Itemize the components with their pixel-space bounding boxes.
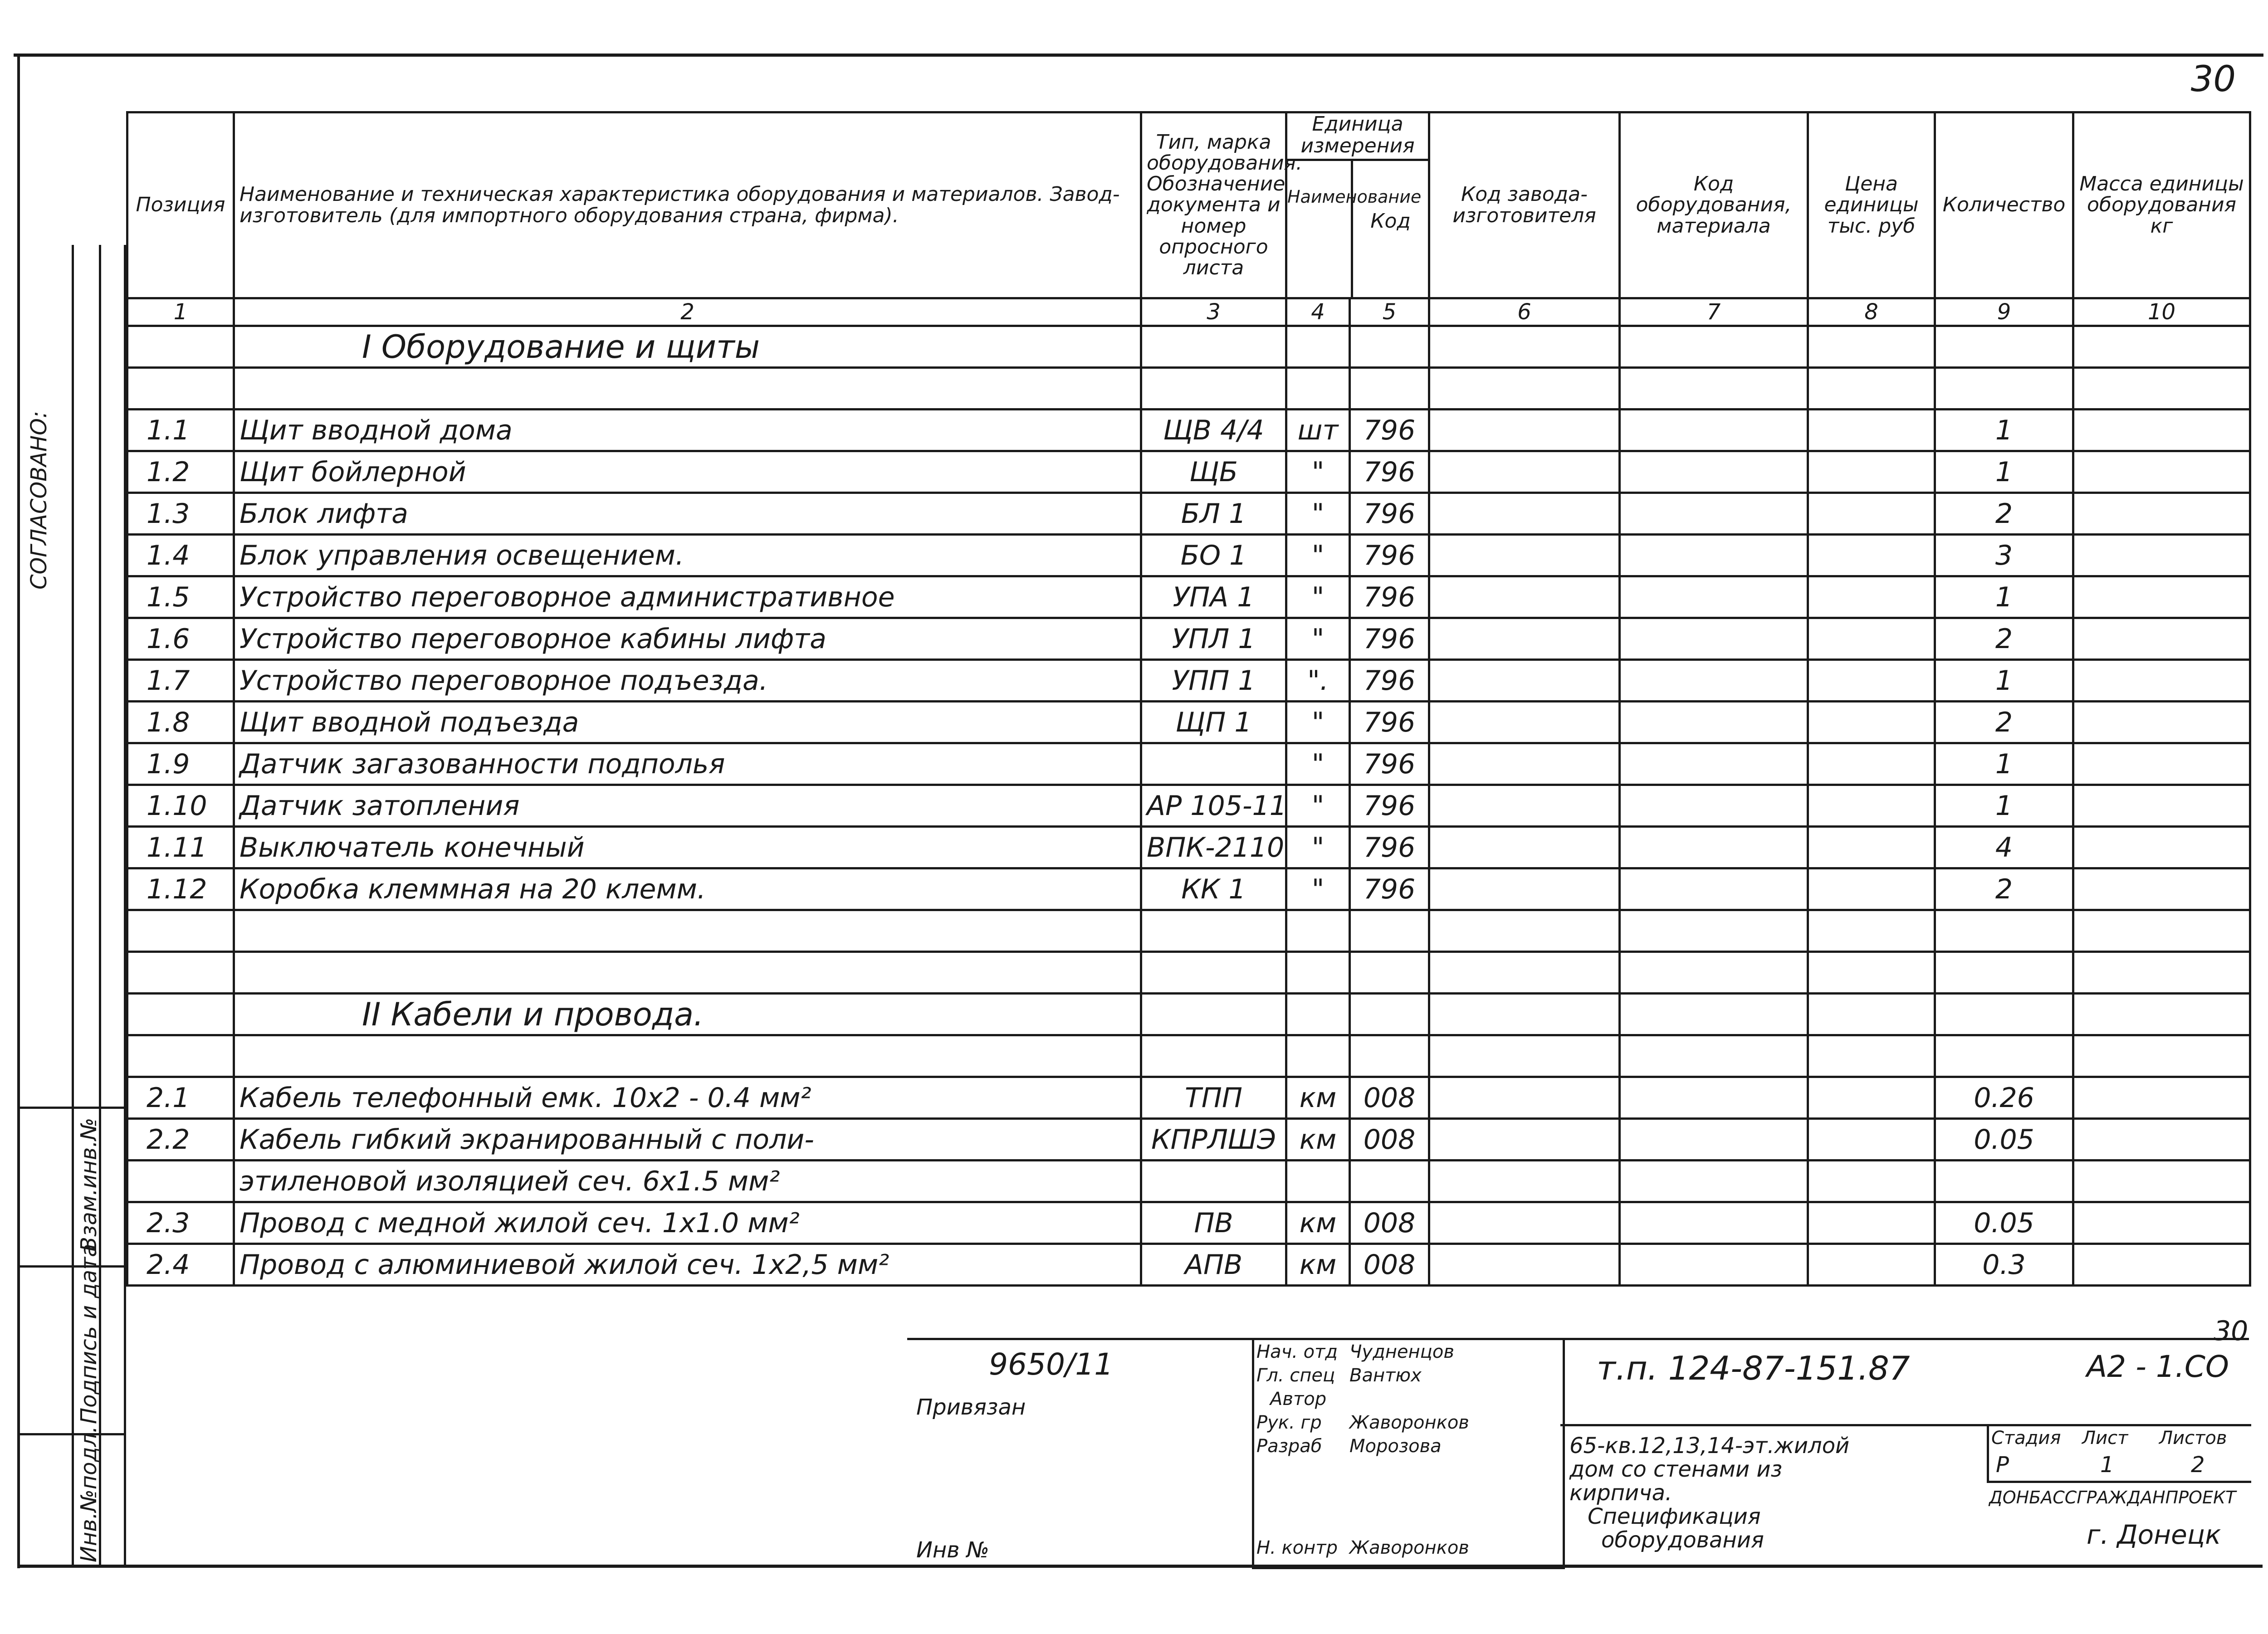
row-name: Кабель телефонный емк. 10х2 - 0.4 мм² xyxy=(234,1077,1141,1119)
row-unit xyxy=(1286,1161,1350,1202)
table-row xyxy=(127,1119,2250,1161)
row-equipment-code xyxy=(1620,618,1808,660)
row-position: 1.8 xyxy=(127,702,234,743)
column-number-row xyxy=(127,298,2250,326)
row-unit: " xyxy=(1286,535,1350,576)
row-price xyxy=(1808,410,1935,451)
row-equipment-code xyxy=(1620,410,1808,451)
row-name: Блок управления освещением. xyxy=(234,535,1141,576)
doc-number: 9650/11 xyxy=(989,1347,1114,1382)
empty-row xyxy=(127,1035,2250,1077)
row-equipment-code xyxy=(1620,827,1808,868)
row-price xyxy=(1808,618,1935,660)
row-unit: шт xyxy=(1286,410,1350,451)
row-name: Щит вводной дома xyxy=(234,410,1141,451)
row-unit: " xyxy=(1286,493,1350,535)
empty-row xyxy=(127,952,2250,994)
organization-city: г. Донецк xyxy=(2087,1519,2221,1550)
row-name: Провод с медной жилой сеч. 1х1.0 мм² xyxy=(234,1202,1141,1244)
row-type: БО 1 xyxy=(1141,535,1286,576)
row-type: ЩП 1 xyxy=(1141,702,1286,743)
row-position: 1.4 xyxy=(127,535,234,576)
row-unit-code: 796 xyxy=(1350,785,1429,827)
row-equipment-code xyxy=(1620,1077,1808,1119)
row-equipment-code xyxy=(1620,535,1808,576)
column-number: 3 xyxy=(1141,298,1286,326)
row-unit-code: 796 xyxy=(1350,535,1429,576)
inv-original-label: Инв.№подл. xyxy=(76,1426,102,1562)
row-position: 2.3 xyxy=(127,1202,234,1244)
column-number: 1 xyxy=(127,298,234,326)
side-strip xyxy=(17,245,126,1567)
row-position: 1.5 xyxy=(127,576,234,618)
row-qty: 0.3 xyxy=(1935,1244,2073,1286)
row-equipment-code xyxy=(1620,493,1808,535)
row-unit: км xyxy=(1286,1077,1350,1119)
table-row xyxy=(127,868,2250,910)
table-row xyxy=(127,660,2250,702)
row-factory-code xyxy=(1429,618,1620,660)
row-name: Устройство переговорное кабины лифта xyxy=(234,618,1141,660)
approved-label: СОГЛАСОВАНО: xyxy=(26,410,52,590)
row-unit: км xyxy=(1286,1244,1350,1286)
row-mass xyxy=(2073,576,2250,618)
sheet-code: А2 - 1.СО xyxy=(2087,1349,2229,1384)
row-qty: 2 xyxy=(1935,702,2073,743)
table-row xyxy=(127,576,2250,618)
row-position: 1.6 xyxy=(127,618,234,660)
description-line: кирпича. xyxy=(1569,1480,1672,1506)
header-unit-title: Единица измерения xyxy=(1287,113,1428,161)
row-equipment-code xyxy=(1620,868,1808,910)
row-unit-code: 796 xyxy=(1350,493,1429,535)
row-factory-code xyxy=(1429,785,1620,827)
row-price xyxy=(1808,1244,1935,1286)
row-unit-code: 008 xyxy=(1350,1202,1429,1244)
row-equipment-code xyxy=(1620,576,1808,618)
row-name: Провод с алюминиевой жилой сеч. 1х2,5 мм² xyxy=(234,1244,1141,1286)
row-qty xyxy=(1935,1161,2073,1202)
row-unit-code: 008 xyxy=(1350,1077,1429,1119)
row-type: КПРЛШЭ xyxy=(1141,1119,1286,1161)
row-unit-code: 796 xyxy=(1350,868,1429,910)
empty-row xyxy=(127,368,2250,410)
replace-inv-label: Взам.инв.№ xyxy=(76,1117,102,1252)
row-equipment-code xyxy=(1620,702,1808,743)
row-unit-code: 796 xyxy=(1350,410,1429,451)
row-type: КК 1 xyxy=(1141,868,1286,910)
row-name: Коробка клеммная на 20 клемм. xyxy=(234,868,1141,910)
row-name: Датчик загазованности подполья xyxy=(234,743,1141,785)
row-unit-code: 796 xyxy=(1350,702,1429,743)
role-label: Разраб xyxy=(1256,1436,1322,1457)
header-factory-code: Код завода-изготовителя xyxy=(1429,112,1620,298)
table-row xyxy=(127,1077,2250,1119)
row-name: этиленовой изоляцией сеч. 6х1.5 мм² xyxy=(234,1161,1141,1202)
row-name: Щит вводной подъезда xyxy=(234,702,1141,743)
project-code: т.п. 124-87-151.87 xyxy=(1597,1349,1910,1387)
row-price xyxy=(1808,785,1935,827)
header-unit-name: Наименование xyxy=(1287,161,1353,297)
stage-value: Р xyxy=(1996,1452,2009,1478)
row-factory-code xyxy=(1429,1077,1620,1119)
row-qty: 1 xyxy=(1935,743,2073,785)
row-unit: " xyxy=(1286,702,1350,743)
row-type: ПВ xyxy=(1141,1202,1286,1244)
table-row xyxy=(127,785,2250,827)
row-mass xyxy=(2073,1202,2250,1244)
row-unit: " xyxy=(1286,868,1350,910)
column-number: 9 xyxy=(1935,298,2073,326)
header-position: Позиция xyxy=(127,112,234,298)
row-unit: " xyxy=(1286,576,1350,618)
sign-date-label: Подпись и дата xyxy=(76,1244,102,1424)
row-factory-code xyxy=(1429,1244,1620,1286)
row-qty: 1 xyxy=(1935,451,2073,493)
row-position: 2.2 xyxy=(127,1119,234,1161)
row-position: 1.1 xyxy=(127,410,234,451)
row-name: Устройство переговорное подъезда. xyxy=(234,660,1141,702)
section-2-rows xyxy=(127,1077,2250,1286)
description-line: Спецификация xyxy=(1588,1504,1761,1529)
row-price xyxy=(1808,451,1935,493)
row-name: Выключатель конечный xyxy=(234,827,1141,868)
row-type xyxy=(1141,743,1286,785)
row-qty: 0.05 xyxy=(1935,1202,2073,1244)
row-factory-code xyxy=(1429,576,1620,618)
inv-number-label: Инв № xyxy=(916,1537,989,1563)
row-name: Устройство переговорное административное xyxy=(234,576,1141,618)
row-equipment-code xyxy=(1620,660,1808,702)
row-mass xyxy=(2073,785,2250,827)
row-unit: км xyxy=(1286,1202,1350,1244)
header-name: Наименование и техническая характеристика оборудования и материалов. Завод-изготовитель (для импортного оборудования страна, фирма). xyxy=(234,112,1141,298)
row-mass xyxy=(2073,868,2250,910)
row-unit-code: 008 xyxy=(1350,1244,1429,1286)
table-row xyxy=(127,493,2250,535)
header-mass: Масса единицы оборудования кг xyxy=(2073,112,2250,298)
row-equipment-code xyxy=(1620,1244,1808,1286)
frame-top-line xyxy=(14,54,2263,57)
row-type xyxy=(1141,1161,1286,1202)
row-name: Датчик затопления xyxy=(234,785,1141,827)
tied-label: Привязан xyxy=(916,1395,1026,1420)
empty-row xyxy=(127,910,2250,952)
row-position: 1.10 xyxy=(127,785,234,827)
row-factory-code xyxy=(1429,743,1620,785)
row-price xyxy=(1808,743,1935,785)
row-factory-code xyxy=(1429,493,1620,535)
column-number: 10 xyxy=(2073,298,2250,326)
row-type: АР 105-11 xyxy=(1141,785,1286,827)
section-row xyxy=(127,326,2250,368)
row-mass xyxy=(2073,451,2250,493)
row-price xyxy=(1808,535,1935,576)
header-row xyxy=(127,112,2250,298)
section-row xyxy=(127,994,2250,1035)
row-qty: 1 xyxy=(1935,576,2073,618)
row-mass xyxy=(2073,535,2250,576)
row-position: 1.12 xyxy=(127,868,234,910)
sheets-value: 2 xyxy=(2191,1452,2205,1478)
row-factory-code xyxy=(1429,1119,1620,1161)
row-factory-code xyxy=(1429,1202,1620,1244)
title-block xyxy=(907,1315,2249,1565)
header-unit-group xyxy=(1286,112,1429,298)
row-equipment-code xyxy=(1620,451,1808,493)
row-mass xyxy=(2073,1077,2250,1119)
row-type: УПА 1 xyxy=(1141,576,1286,618)
table-row xyxy=(127,1244,2250,1286)
role-label: Рук. гр xyxy=(1256,1412,1322,1433)
column-number: 7 xyxy=(1620,298,1808,326)
row-equipment-code xyxy=(1620,1202,1808,1244)
row-qty: 2 xyxy=(1935,493,2073,535)
row-price xyxy=(1808,702,1935,743)
page-number: 30 xyxy=(2190,59,2236,100)
row-factory-code xyxy=(1429,868,1620,910)
row-mass xyxy=(2073,743,2250,785)
row-position: 1.2 xyxy=(127,451,234,493)
table-row xyxy=(127,827,2250,868)
row-mass xyxy=(2073,493,2250,535)
row-unit-code: 796 xyxy=(1350,827,1429,868)
row-price xyxy=(1808,1119,1935,1161)
description-line: дом со стенами из xyxy=(1569,1457,1783,1482)
row-name: Блок лифта xyxy=(234,493,1141,535)
table-row xyxy=(127,1161,2250,1202)
specification-table xyxy=(126,111,2251,1287)
row-mass xyxy=(2073,1161,2250,1202)
row-mass xyxy=(2073,827,2250,868)
row-equipment-code xyxy=(1620,1161,1808,1202)
row-unit: " xyxy=(1286,785,1350,827)
row-factory-code xyxy=(1429,451,1620,493)
header-unit-subcols xyxy=(1287,161,1428,297)
role-name: Вантюх xyxy=(1349,1365,1422,1386)
row-mass xyxy=(2073,702,2250,743)
description-line: оборудования xyxy=(1601,1527,1764,1553)
table-row xyxy=(127,451,2250,493)
strip-separator xyxy=(17,1433,126,1435)
header-type: Тип, марка оборудования. Обозначение документа и номер опросного листа xyxy=(1141,112,1286,298)
row-qty: 1 xyxy=(1935,785,2073,827)
section-title: I Оборудование и щиты xyxy=(234,326,1141,368)
strip-separator xyxy=(17,1265,126,1268)
column-number: 2 xyxy=(234,298,1141,326)
row-type: АПВ xyxy=(1141,1244,1286,1286)
role-label: Автор xyxy=(1270,1389,1327,1410)
description-line: 65-кв.12,13,14-эт.жилой xyxy=(1569,1433,1850,1458)
row-position: 1.11 xyxy=(127,827,234,868)
table-row xyxy=(127,702,2250,743)
row-type: ЩБ xyxy=(1141,451,1286,493)
row-price xyxy=(1808,493,1935,535)
role-name: Морозова xyxy=(1349,1436,1442,1457)
row-type: УПП 1 xyxy=(1141,660,1286,702)
role-label: Нач. отд xyxy=(1256,1341,1338,1362)
row-equipment-code xyxy=(1620,785,1808,827)
row-position: 2.4 xyxy=(127,1244,234,1286)
row-mass xyxy=(2073,1244,2250,1286)
row-qty: 4 xyxy=(1935,827,2073,868)
header-unit-code: Код xyxy=(1370,210,1411,233)
row-unit: " xyxy=(1286,618,1350,660)
row-mass xyxy=(2073,1119,2250,1161)
table-row xyxy=(127,535,2250,576)
role-name: Жаворонков xyxy=(1349,1537,1469,1558)
row-qty: 2 xyxy=(1935,868,2073,910)
row-unit: ". xyxy=(1286,660,1350,702)
row-position: 2.1 xyxy=(127,1077,234,1119)
row-qty: 0.05 xyxy=(1935,1119,2073,1161)
role-label: Н. контр xyxy=(1256,1537,1338,1558)
row-type: ЩВ 4/4 xyxy=(1141,410,1286,451)
row-qty: 3 xyxy=(1935,535,2073,576)
section-title: II Кабели и провода. xyxy=(234,994,1141,1035)
row-type: ВПК-2110 xyxy=(1141,827,1286,868)
row-unit: " xyxy=(1286,743,1350,785)
row-type: УПЛ 1 xyxy=(1141,618,1286,660)
row-unit-code: 796 xyxy=(1350,618,1429,660)
organization-name: ДОНБАССГРАЖДАНПРОЕКТ xyxy=(1989,1488,2236,1507)
row-position xyxy=(127,1161,234,1202)
row-price xyxy=(1808,576,1935,618)
row-factory-code xyxy=(1429,535,1620,576)
role-label: Гл. спец xyxy=(1256,1365,1335,1386)
header-equipment-code: Код оборудования, материала xyxy=(1620,112,1808,298)
row-price xyxy=(1808,1077,1935,1119)
row-type: БЛ 1 xyxy=(1141,493,1286,535)
row-unit-code: 796 xyxy=(1350,576,1429,618)
row-unit-code xyxy=(1350,1161,1429,1202)
row-price xyxy=(1808,1161,1935,1202)
row-mass xyxy=(2073,410,2250,451)
small-page-number: 30 xyxy=(2214,1315,2248,1347)
row-unit-code: 796 xyxy=(1350,743,1429,785)
row-unit: км xyxy=(1286,1119,1350,1161)
row-price xyxy=(1808,1202,1935,1244)
role-name: Жаворонков xyxy=(1349,1412,1469,1433)
sheet-label: Лист xyxy=(2082,1428,2128,1449)
section-1-rows xyxy=(127,410,2250,910)
row-factory-code xyxy=(1429,827,1620,868)
row-factory-code xyxy=(1429,660,1620,702)
row-mass xyxy=(2073,618,2250,660)
sheets-label: Листов xyxy=(2159,1428,2227,1449)
row-name: Щит бойлерной xyxy=(234,451,1141,493)
row-unit-code: 796 xyxy=(1350,660,1429,702)
table-row xyxy=(127,618,2250,660)
sheet-value: 1 xyxy=(2100,1452,2114,1478)
row-qty: 1 xyxy=(1935,660,2073,702)
strip-separator xyxy=(17,1107,126,1109)
column-number: 6 xyxy=(1429,298,1620,326)
row-unit-code: 796 xyxy=(1350,451,1429,493)
row-price xyxy=(1808,827,1935,868)
strip-divider xyxy=(72,245,74,1567)
row-mass xyxy=(2073,660,2250,702)
row-type: ТПП xyxy=(1141,1077,1286,1119)
stage-label: Стадия xyxy=(1991,1428,2061,1449)
row-unit-code: 008 xyxy=(1350,1119,1429,1161)
column-number: 5 xyxy=(1350,298,1429,326)
row-price xyxy=(1808,868,1935,910)
row-equipment-code xyxy=(1620,743,1808,785)
row-position: 1.9 xyxy=(127,743,234,785)
row-unit: " xyxy=(1286,451,1350,493)
row-position: 1.7 xyxy=(127,660,234,702)
row-qty: 0.26 xyxy=(1935,1077,2073,1119)
row-qty: 1 xyxy=(1935,410,2073,451)
row-price xyxy=(1808,660,1935,702)
role-name: Чудненцов xyxy=(1349,1341,1454,1362)
table-row xyxy=(127,1202,2250,1244)
row-name: Кабель гибкий экранированный с поли- xyxy=(234,1119,1141,1161)
row-factory-code xyxy=(1429,702,1620,743)
row-factory-code xyxy=(1429,410,1620,451)
column-number: 4 xyxy=(1286,298,1350,326)
table-row xyxy=(127,743,2250,785)
row-factory-code xyxy=(1429,1161,1620,1202)
column-number: 8 xyxy=(1808,298,1935,326)
row-qty: 2 xyxy=(1935,618,2073,660)
header-qty: Количество xyxy=(1935,112,2073,298)
row-equipment-code xyxy=(1620,1119,1808,1161)
row-unit: " xyxy=(1286,827,1350,868)
row-position: 1.3 xyxy=(127,493,234,535)
table-row xyxy=(127,410,2250,451)
header-price: Цена единицы тыс. руб xyxy=(1808,112,1935,298)
